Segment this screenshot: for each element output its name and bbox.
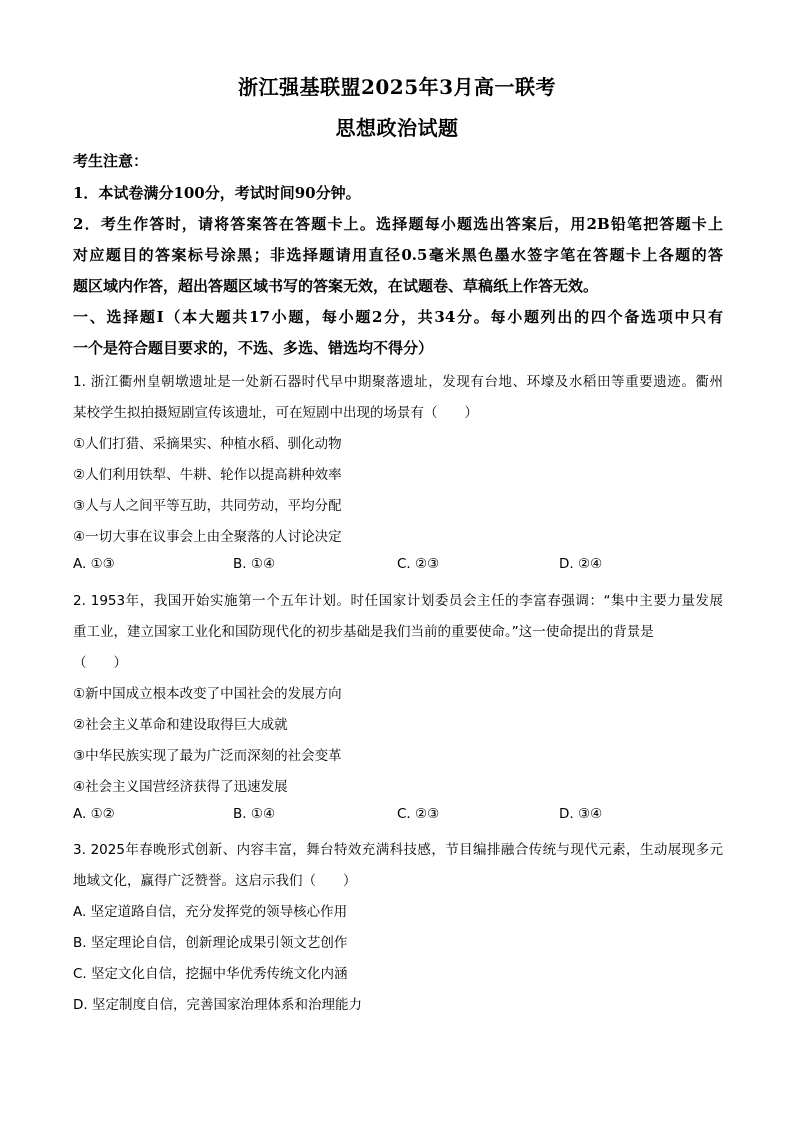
exam-subtitle: 思想政治试题 xyxy=(335,116,459,140)
q1-option-b[interactable]: B. ①④ xyxy=(233,556,276,572)
q2-stem-line-1: 2. 1953年，我国开始实施第一个五年计划。时任国家计划委员会主任的李富春强调：“集中主要力量发展 xyxy=(73,593,723,609)
q1-option-a[interactable]: A. ①③ xyxy=(73,556,115,572)
q2-option-c[interactable]: C. ②③ xyxy=(397,806,440,822)
q2-stem-line-3: （ ） xyxy=(73,655,127,671)
section-heading-line-2: 一个是符合题目要求的，不选、多选、错选均不得分） xyxy=(73,339,434,357)
q3-option-b[interactable]: B. 坚定理论自信，创新理论成果引领文艺创作 xyxy=(73,935,348,951)
notice-item-2-line-3: 题区域内作答，超出答题区域书写的答案无效，在试题卷、草稿纸上作答无效。 xyxy=(73,277,599,295)
q2-option-a[interactable]: A. ①② xyxy=(73,806,115,822)
q1-statement-3: ③人与人之间平等互助，共同劳动，平均分配 xyxy=(73,498,342,514)
q1-statement-1: ①人们打猎、采摘果实、种植水稻、驯化动物 xyxy=(73,436,342,452)
q1-stem-line-2: 某校学生拟拍摄短剧宣传该遗址，可在短剧中出现的场景有（ ） xyxy=(73,405,478,421)
q2-statement-3: ③中华民族实现了最为广泛而深刻的社会变革 xyxy=(73,748,342,764)
section-heading-line-1: 一、选择题Ⅰ（本大题共17小题，每小题2分，共34分。每小题列出的四个备选项中只有 xyxy=(73,308,723,326)
notice-item-2-line-2: 对应题目的答案标号涂黑；非选择题请用直径0.5毫米黑色墨水签字笔在答题卡上各题的答 xyxy=(73,246,723,264)
exam-title: 浙江强基联盟2025年3月高一联考 xyxy=(237,75,557,99)
q3-option-c[interactable]: C. 坚定文化自信，挖掘中华优秀传统文化内涵 xyxy=(73,966,348,982)
q3-option-d[interactable]: D. 坚定制度自信，完善国家治理体系和治理能力 xyxy=(73,997,362,1013)
q2-stem-line-2: 重工业，建立国家工业化和国防现代化的初步基础是我们当前的重要使命。”这一使命提出的背景是 xyxy=(73,624,654,640)
q2-option-b[interactable]: B. ①④ xyxy=(233,806,276,822)
q1-option-c[interactable]: C. ②③ xyxy=(397,556,440,572)
q2-statement-1: ①新中国成立根本改变了中国社会的发展方向 xyxy=(73,686,342,702)
q3-option-a[interactable]: A. 坚定道路自信，充分发挥党的领导核心作用 xyxy=(73,904,348,920)
q1-options xyxy=(73,556,733,576)
notice-item-2-line-1: 2．考生作答时，请将答案答在答题卡上。选择题每小题选出答案后，用2B铅笔把答题卡上 xyxy=(73,215,723,233)
q3-stem-line-1: 3. 2025年春晚形式创新、内容丰富，舞台特效充满科技感，节目编排融合传统与现代元素，生动展现多元 xyxy=(73,842,723,858)
q2-statement-2: ②社会主义革命和建设取得巨大成就 xyxy=(73,717,288,733)
q2-statement-4: ④社会主义国营经济获得了迅速发展 xyxy=(73,779,288,795)
notice-heading: 考生注意： xyxy=(73,152,149,170)
q2-options xyxy=(73,806,733,826)
q1-statement-4: ④一切大事在议事会上由全聚落的人讨论决定 xyxy=(73,529,342,545)
q1-statement-2: ②人们利用铁犁、牛耕、轮作以提高耕种效率 xyxy=(73,467,342,483)
notice-item-1: 1．本试卷满分100分，考试时间90分钟。 xyxy=(73,184,361,202)
q1-option-d[interactable]: D. ②④ xyxy=(559,556,603,572)
q3-stem-line-2: 地域文化，赢得广泛赞誉。这启示我们（ ） xyxy=(73,873,357,889)
q1-stem-line-1: 1. 浙江衢州皇朝墩遗址是一处新石器时代早中期聚落遗址，发现有台地、环壕及水稻田等重要遗迹。衢州 xyxy=(73,374,723,390)
q2-option-d[interactable]: D. ③④ xyxy=(559,806,603,822)
